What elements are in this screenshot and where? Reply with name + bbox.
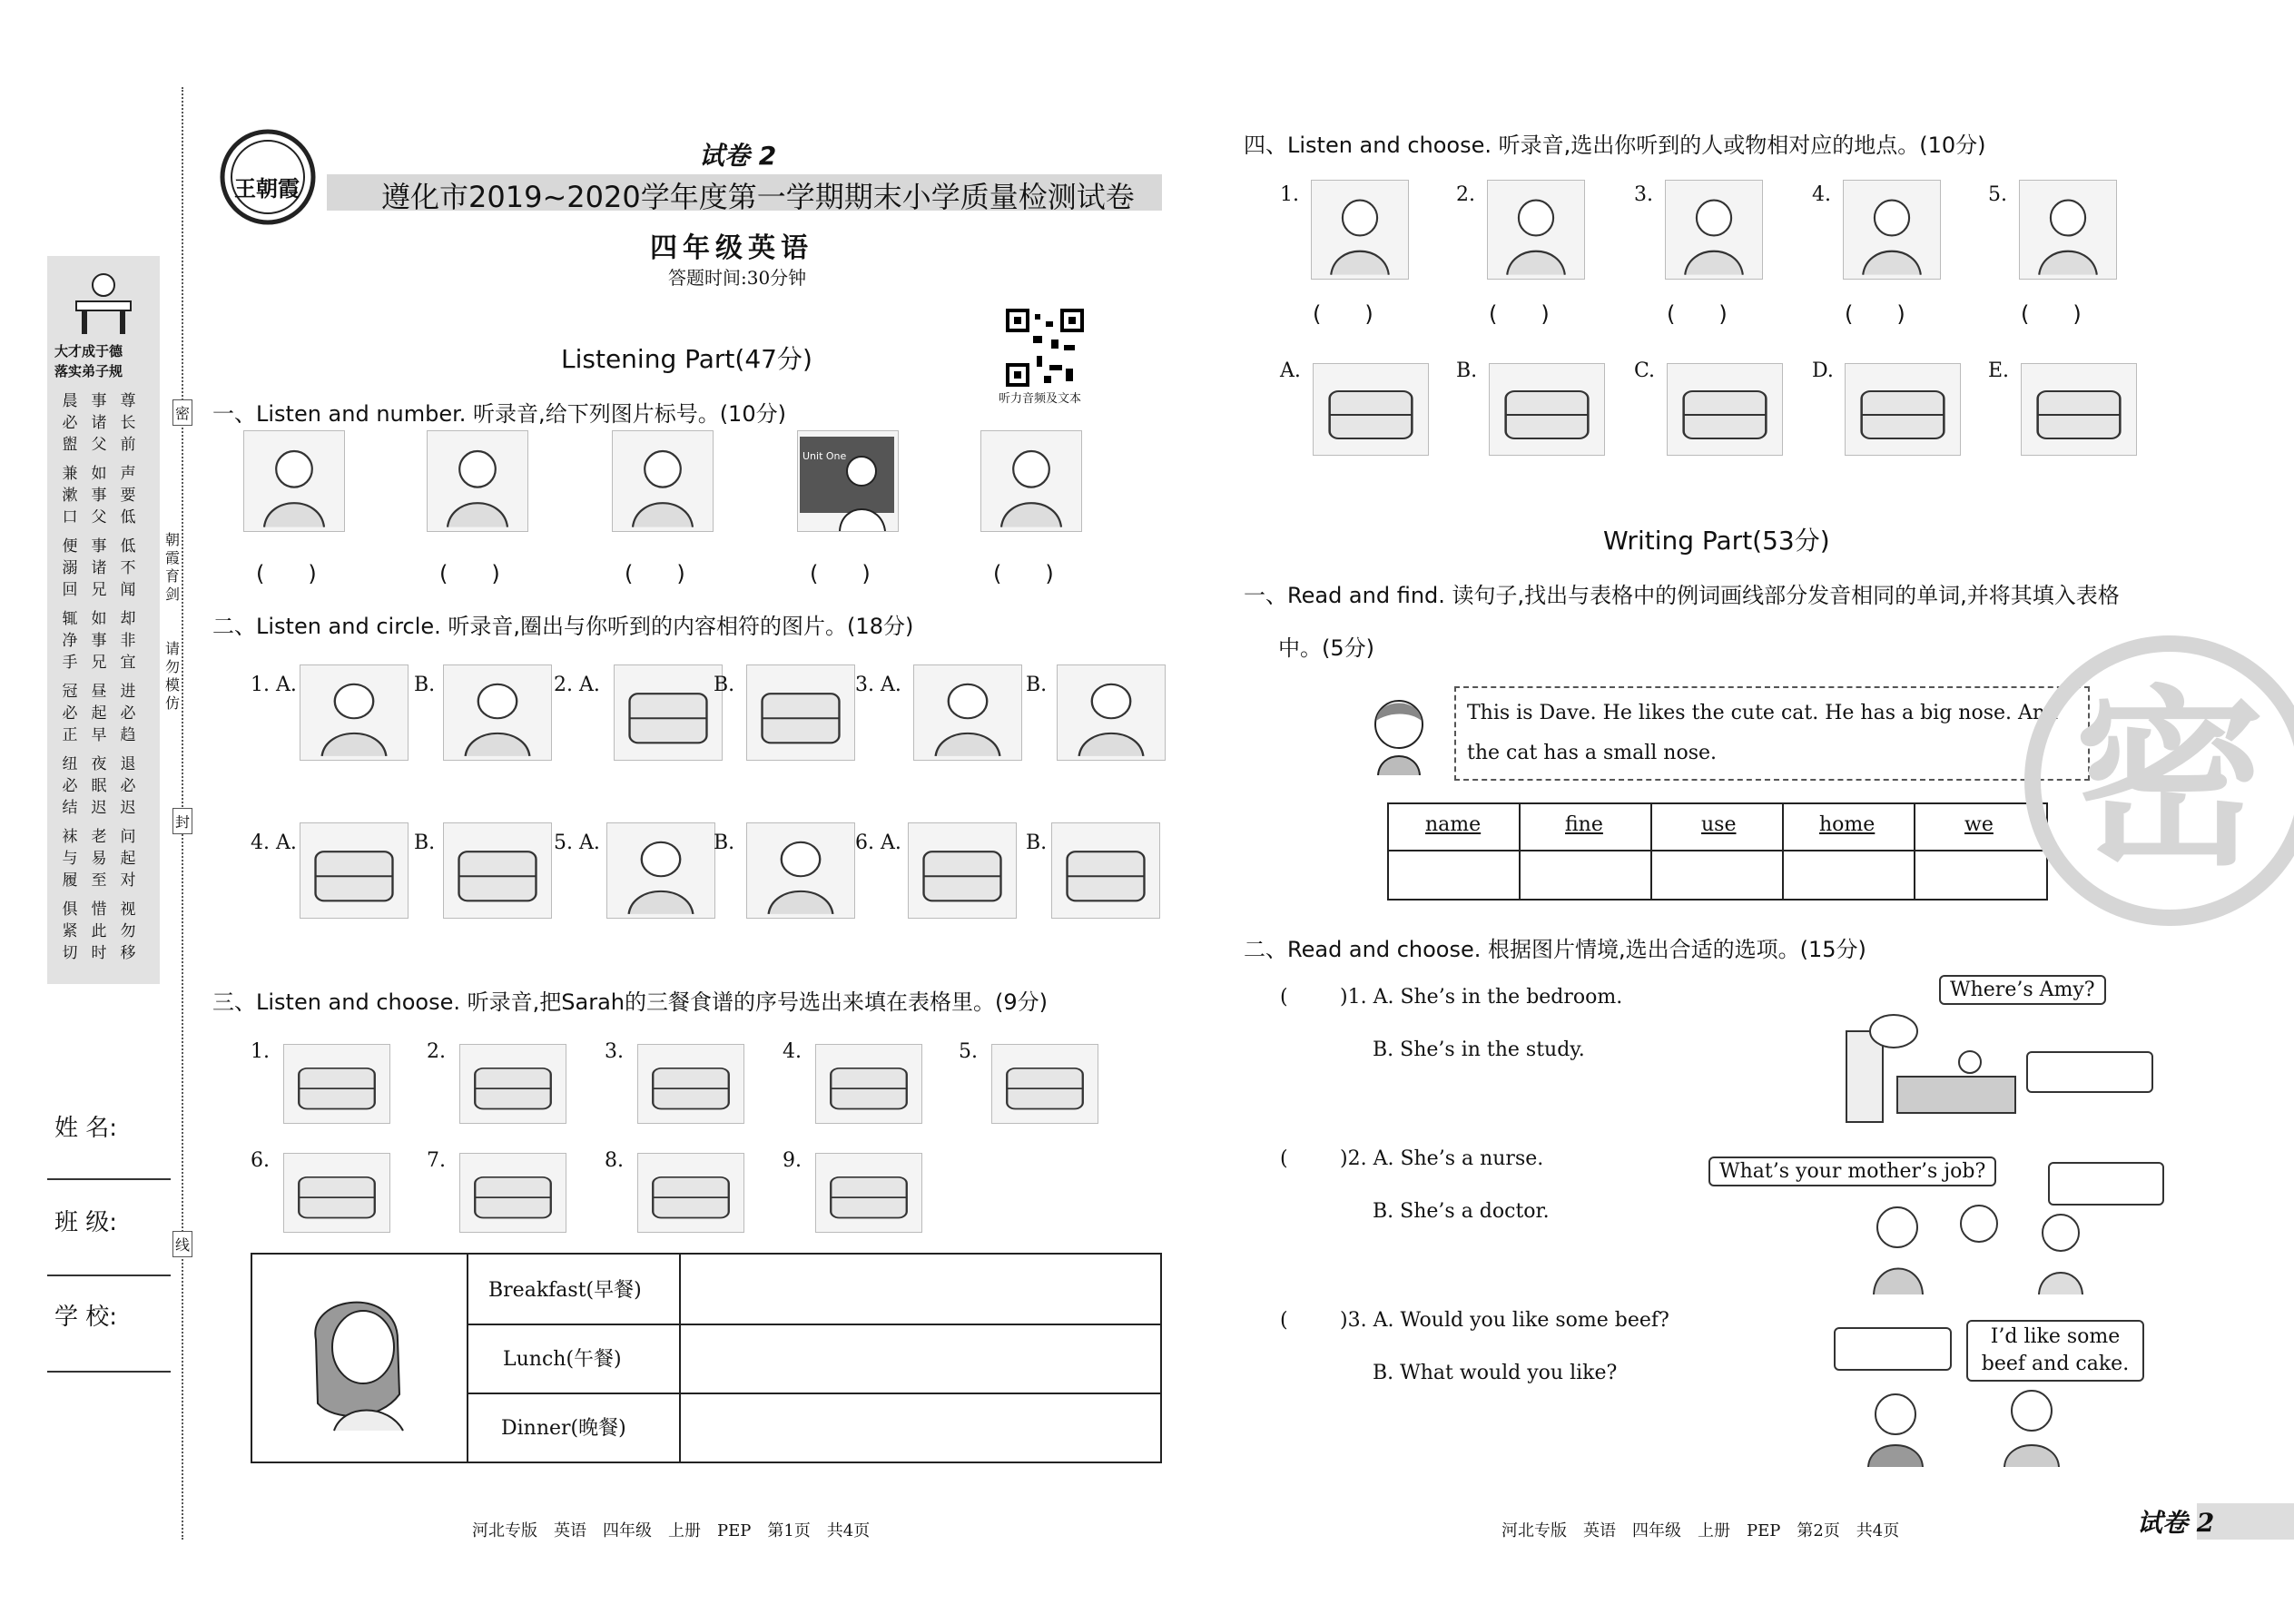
- dizigui-phrase: 视勿移: [120, 901, 136, 962]
- meal-dinner-label: Dinner(晚餐): [501, 1417, 626, 1440]
- dizigui-phrase: 如事父: [91, 465, 107, 527]
- sec4-answer-paren[interactable]: ( ): [1489, 301, 1550, 327]
- sec2-option-picture[interactable]: [1051, 822, 1160, 919]
- sec2-option-label: B.: [1026, 832, 1048, 854]
- sec3-food-picture: [283, 1153, 390, 1233]
- sec2-option-label: B.: [714, 832, 735, 854]
- slogan-1: 大才成于德: [54, 343, 123, 359]
- sec2-option-label: 4. A.: [251, 832, 297, 854]
- sec4-answer-paren[interactable]: ( ): [1845, 301, 1905, 327]
- dizigui-phrase: 夜眠迟: [91, 755, 107, 817]
- sec3-item-number: 1.: [251, 1040, 270, 1063]
- meal-table: [251, 1253, 1162, 1463]
- sec4-place-picture: [1667, 363, 1783, 456]
- sec2-option-label: B.: [1026, 674, 1048, 696]
- sec3-food-picture: [815, 1153, 922, 1233]
- sec2-option-picture[interactable]: [300, 822, 409, 919]
- dizigui-phrase: 退必迟: [120, 755, 136, 817]
- dizigui-phrase: 便溺回: [62, 537, 78, 599]
- dizigui-phrase: 惜此时: [91, 901, 107, 962]
- exam-badge: 试卷 2: [699, 141, 777, 171]
- answer-cell-use[interactable]: [1654, 853, 1779, 897]
- sec3-food-picture: [637, 1153, 744, 1233]
- fold-mark-1: 密: [172, 399, 192, 426]
- answer-cell-name[interactable]: [1391, 853, 1516, 897]
- qr-caption: 听力音频及文本: [999, 392, 1082, 406]
- sec3-item-number: 6.: [251, 1149, 270, 1172]
- dizigui-phrase: 声要低: [120, 465, 136, 527]
- sidebar-panel: [47, 256, 160, 984]
- dizigui-phrase: 冠必正: [62, 683, 78, 744]
- answer-cell-home[interactable]: [1786, 853, 1911, 897]
- sec2-option-label: 2. A.: [554, 674, 600, 696]
- lunch-answer-cell[interactable]: [683, 1325, 1158, 1391]
- sarah-portrait: [298, 1276, 416, 1440]
- dizigui-phrase: 辄净手: [62, 610, 78, 672]
- sec4-number: 5.: [1988, 183, 2007, 206]
- w2-q3-option-a: )3. A. Would you like some beef?: [1340, 1309, 1669, 1332]
- sec2-option-label: B.: [414, 832, 436, 854]
- class-label: 班 级:: [54, 1209, 118, 1236]
- footer-right: 河北专版 英语 四年级 上册 PEP 第2页 共4页: [1501, 1521, 1900, 1540]
- writing-1-instruction: 一、Read and find. 读句子,找出与表格中的例词画线部分发音相同的单词,并将其填入表格: [1244, 583, 2120, 608]
- sec2-option-picture[interactable]: [746, 664, 855, 761]
- qr-code[interactable]: [1006, 309, 1084, 387]
- sec2-option-label: 6. A.: [855, 832, 901, 854]
- w2-q2-paren[interactable]: (: [1280, 1147, 1288, 1170]
- exam-title: 遵化市2019~2020学年度第一学期期末小学质量检测试卷: [381, 180, 1135, 214]
- w2-q3-paren[interactable]: (: [1280, 1309, 1288, 1332]
- answer-cell-we[interactable]: [1917, 853, 2043, 897]
- sec3-food-picture: [637, 1044, 744, 1124]
- sec1-answer-paren[interactable]: ( ): [256, 561, 317, 586]
- w2-q2-speech-bubble: What’s your mother’s job?: [1708, 1156, 1996, 1186]
- writing-1-instruction-cont: 中。(5分): [1278, 635, 1374, 661]
- sec3-item-number: 2.: [427, 1040, 446, 1063]
- footer-badge: 试卷 2: [2137, 1508, 2215, 1538]
- sec4-number: 4.: [1812, 183, 1831, 206]
- sec3-food-picture: [459, 1153, 566, 1233]
- class-field[interactable]: [47, 1275, 171, 1276]
- sec2-option-picture[interactable]: [443, 822, 552, 919]
- sec2-option-label: B.: [714, 674, 735, 696]
- sec4-place-picture: [2021, 363, 2137, 456]
- sec4-place-letter: B.: [1456, 359, 1478, 382]
- sec2-option-label: 1. A.: [251, 674, 297, 696]
- w2-q2-option-b: B. She’s a doctor.: [1373, 1200, 1550, 1223]
- sec4-answer-paren[interactable]: ( ): [2021, 301, 2082, 327]
- sec2-option-picture[interactable]: [746, 822, 855, 919]
- sec4-person-thing-picture: [1843, 180, 1941, 280]
- sec1-answer-paren[interactable]: ( ): [439, 561, 500, 586]
- scholar-icon: [67, 265, 140, 338]
- dizigui-phrase: 事诸父: [91, 392, 107, 454]
- w2-q3-speech-bubble: I’d like some beef and cake.: [1966, 1320, 2144, 1382]
- sec3-item-number: 7.: [427, 1149, 446, 1172]
- dizigui-phrase: 俱紧切: [62, 901, 78, 962]
- listening-heading: Listening Part(47分): [561, 344, 812, 374]
- w2-q1-answer-bubble[interactable]: [2026, 1051, 2153, 1093]
- writing-2-instruction: 二、Read and choose. 根据图片情境,选出合适的选项。(15分): [1244, 937, 1866, 962]
- seal-watermark: 密: [2024, 635, 2294, 926]
- dizigui-phrase: 老易至: [91, 828, 107, 890]
- sec2-option-picture[interactable]: [913, 664, 1022, 761]
- sec4-place-picture: [1313, 363, 1429, 456]
- w2-q1-speech-bubble: Where’s Amy?: [1939, 975, 2106, 1005]
- sec2-option-picture[interactable]: [443, 664, 552, 761]
- dizigui-phrase: 如事兄: [91, 610, 107, 672]
- dizigui-phrase: 尊长前: [120, 392, 136, 454]
- sec1-basketball-player-picture: [612, 430, 714, 532]
- sec4-place-letter: D.: [1812, 359, 1834, 382]
- dinner-answer-cell[interactable]: [683, 1394, 1158, 1460]
- sec3-item-number: 5.: [959, 1040, 978, 1063]
- sec1-answer-paren[interactable]: ( ): [625, 561, 685, 586]
- sec4-place-letter: E.: [1988, 359, 2010, 382]
- sec4-person-thing-picture: [1311, 180, 1409, 280]
- breakfast-answer-cell[interactable]: [683, 1256, 1158, 1322]
- meal-breakfast-label: Breakfast(早餐): [488, 1279, 642, 1302]
- sec1-teacher-picture: [797, 430, 899, 532]
- dave-avatar: [1369, 694, 1429, 775]
- example-word-fine: fine: [1565, 813, 1603, 836]
- sec2-option-picture[interactable]: [614, 664, 723, 761]
- sec3-item-number: 4.: [783, 1040, 802, 1063]
- sec4-answer-paren[interactable]: ( ): [1667, 301, 1728, 327]
- footer-left: 河北专版 英语 四年级 上册 PEP 第1页 共4页: [472, 1521, 871, 1540]
- w2-q2-option-a: )2. A. She’s a nurse.: [1340, 1147, 1544, 1170]
- slogan-2: 落实弟子规: [54, 363, 123, 379]
- w2-q1-option-a: )1. A. She’s in the bedroom.: [1340, 986, 1623, 1009]
- sec2-option-picture[interactable]: [300, 664, 409, 761]
- dizigui-phrase: 问起对: [120, 828, 136, 890]
- vertical-note-2: 请勿模仿: [165, 640, 181, 712]
- time-limit: 答题时间:30分钟: [668, 267, 807, 289]
- sec4-number: 3.: [1634, 183, 1653, 206]
- section-1-instruction: 一、Listen and number. 听录音,给下列图片标号。(10分): [212, 401, 786, 427]
- example-word-name: name: [1425, 813, 1482, 836]
- sec2-option-picture[interactable]: [908, 822, 1017, 919]
- sec4-number: 1.: [1280, 183, 1299, 206]
- sec3-item-number: 8.: [605, 1149, 624, 1172]
- dizigui-phrase: 低不闻: [120, 537, 136, 599]
- school-field[interactable]: [47, 1371, 171, 1373]
- w2-q3-answer-bubble[interactable]: [1834, 1327, 1952, 1371]
- w2-q1-scene: [1843, 1004, 2024, 1131]
- sec1-answer-paren[interactable]: ( ): [993, 561, 1054, 586]
- sec2-option-label: 3. A.: [855, 674, 901, 696]
- dizigui-phrase: 昼起早: [91, 683, 107, 744]
- w2-q3-scene: [1859, 1383, 2077, 1467]
- reading-passage: This is Dave. He likes the cute cat. He has a big nose. And the cat has a small nose.: [1454, 686, 2090, 781]
- writing-heading: Writing Part(53分): [1603, 526, 1830, 556]
- sec4-place-letter: C.: [1634, 359, 1656, 382]
- dizigui-phrase: 纽必结: [62, 755, 78, 817]
- logo-text: 王朝霞: [234, 176, 300, 202]
- sec3-food-picture: [815, 1044, 922, 1124]
- section-4-instruction: 四、Listen and choose. 听录音,选出你听到的人或物相对应的地点。(10分): [1244, 133, 1986, 158]
- answer-cell-fine[interactable]: [1522, 853, 1648, 897]
- sec4-place-picture: [1845, 363, 1961, 456]
- w2-q3-option-b: B. What would you like?: [1373, 1362, 1618, 1384]
- example-word-home: home: [1819, 813, 1876, 836]
- sec2-option-picture[interactable]: [1057, 664, 1166, 761]
- school-label: 学 校:: [54, 1304, 118, 1331]
- sec2-option-picture[interactable]: [606, 822, 715, 919]
- w2-q1-paren[interactable]: (: [1280, 986, 1288, 1009]
- sec1-answer-paren[interactable]: ( ): [810, 561, 871, 586]
- sec3-item-number: 9.: [783, 1149, 802, 1172]
- dizigui-phrase: 晨必盥: [62, 392, 78, 454]
- example-word-we: we: [1964, 813, 1994, 836]
- sec2-option-label: 5. A.: [554, 832, 600, 854]
- sec2-option-label: B.: [414, 674, 436, 696]
- sec4-answer-paren[interactable]: ( ): [1313, 301, 1373, 327]
- dizigui-phrase: 兼漱口: [62, 465, 78, 527]
- name-label: 姓 名:: [54, 1115, 118, 1142]
- fold-mark-2: 封: [172, 808, 192, 834]
- sec3-food-picture: [459, 1044, 566, 1124]
- section-2-instruction: 二、Listen and circle. 听录音,圈出与你听到的内容相符的图片。(18分): [212, 614, 914, 639]
- sec4-person-thing-picture: [1665, 180, 1763, 280]
- section-3-instruction: 三、Listen and choose. 听录音,把Sarah的三餐食谱的序号选出来填在表格里。(9分): [212, 989, 1048, 1015]
- name-field[interactable]: [47, 1178, 171, 1180]
- sec4-number: 2.: [1456, 183, 1475, 206]
- sec3-item-number: 3.: [605, 1040, 624, 1063]
- vertical-note-1: 朝霞育剑: [165, 531, 181, 603]
- sec3-food-picture: [991, 1044, 1098, 1124]
- sec1-cook-picture: [427, 430, 528, 532]
- dizigui-grid: [60, 390, 151, 971]
- fold-mark-3: 线: [172, 1231, 192, 1257]
- dizigui-phrase: 进必趋: [120, 683, 136, 744]
- meal-lunch-label: Lunch(午餐): [503, 1348, 622, 1371]
- sec4-place-letter: A.: [1280, 359, 1301, 382]
- example-word-use: use: [1701, 813, 1737, 836]
- sec4-person-thing-picture: [1487, 180, 1585, 280]
- dizigui-phrase: 袜与履: [62, 828, 78, 890]
- phonics-table: [1387, 802, 2048, 901]
- w2-q1-option-b: B. She’s in the study.: [1373, 1038, 1585, 1061]
- sec1-doctor-picture: [980, 430, 1082, 532]
- sec4-person-thing-picture: [2019, 180, 2117, 280]
- subject-title: 四年级英语: [650, 232, 813, 264]
- board-text: Unit One: [802, 450, 847, 462]
- sec3-food-picture: [283, 1044, 390, 1124]
- sec1-driver-picture: [243, 430, 345, 532]
- dizigui-phrase: 却非宜: [120, 610, 136, 672]
- sec4-place-picture: [1489, 363, 1605, 456]
- dizigui-phrase: 事诸兄: [91, 537, 107, 599]
- w2-q2-scene: [1861, 1196, 2097, 1294]
